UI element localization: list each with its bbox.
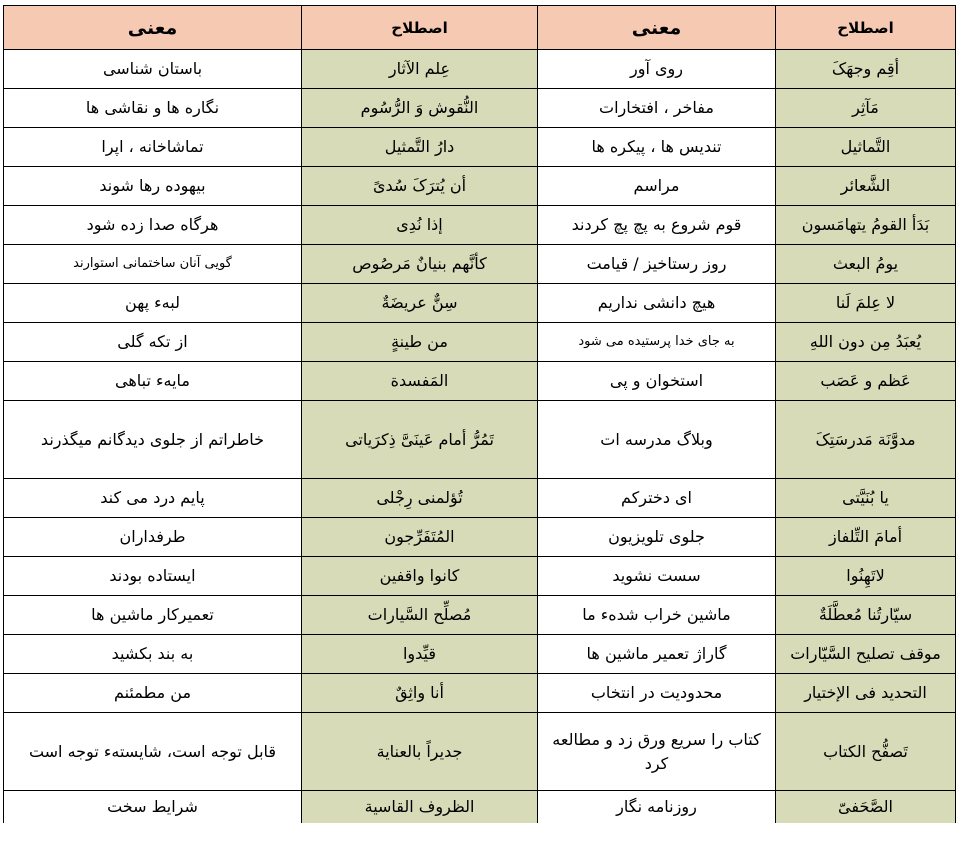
- term-right-cell: التَّماثیل: [776, 128, 956, 167]
- meaning-right-cell: ماشین خراب شدهء ما: [538, 596, 776, 635]
- term-right-cell: مدوَّنَة مَدرسَتِکَ: [776, 401, 956, 479]
- meaning-right-cell: جلوی تلویزیون: [538, 518, 776, 557]
- term-left-cell: النُّقوش وَ الرُّسُوم: [302, 89, 538, 128]
- term-left-cell: إذا نُدِی: [302, 206, 538, 245]
- term-right-cell: الشَّعائر: [776, 167, 956, 206]
- meaning-right-cell: هیچ دانشی نداریم: [538, 284, 776, 323]
- term-left-cell: قیِّدوا: [302, 635, 538, 674]
- meaning-right-cell: استخوان و پی: [538, 362, 776, 401]
- table-row: [4, 323, 956, 362]
- term-left-cell: کأنَّهم بنیانٌ مَرصُوص: [302, 245, 538, 284]
- table-row: [4, 713, 956, 791]
- term-left-cell: سِنٌّ عریضَةٌ: [302, 284, 538, 323]
- meaning-left-cell: نگاره ها و نقاشی ها: [4, 89, 302, 128]
- meaning-left-cell: تعمیرکار ماشین ها: [4, 596, 302, 635]
- term-right-cell: بَدَأ القومُ یتهامَسون: [776, 206, 956, 245]
- term-right-cell: التحدید فی الإختیار: [776, 674, 956, 713]
- term-left-cell: دارُ التَّمثیل: [302, 128, 538, 167]
- term-right-cell: یومُ البعث: [776, 245, 956, 284]
- term-right-cell: أمامَ التِّلفاز: [776, 518, 956, 557]
- meaning-left-cell: لبهء پهن: [4, 284, 302, 323]
- meaning-right-cell: روز رستاخیز / قیامت: [538, 245, 776, 284]
- table-row: [4, 245, 956, 284]
- term-left-cell: من طینةٍ: [302, 323, 538, 362]
- meaning-left-cell: ایستاده بودند: [4, 557, 302, 596]
- meaning-right-cell: تندیس ها ، پیکره ها: [538, 128, 776, 167]
- term-right-cell: لا عِلمَ لَنا: [776, 284, 956, 323]
- table-row: [4, 596, 956, 635]
- meaning-left-cell: طرفداران: [4, 518, 302, 557]
- term-left-cell: الظروف القاسیة: [302, 791, 538, 823]
- table-row: [4, 167, 956, 206]
- header-term-left: اصطلاح: [302, 6, 538, 50]
- term-right-cell: أقِم وجهَکَ: [776, 50, 956, 89]
- term-right-cell: سیّارتُنا مُعطَّلَةٌ: [776, 596, 956, 635]
- term-left-cell: جدیراً بالعنایة: [302, 713, 538, 791]
- header-meaning-left: معنی: [4, 6, 302, 50]
- term-right-cell: یا بُنَیَّتی: [776, 479, 956, 518]
- term-right-cell: تَصفُّح الکتاب: [776, 713, 956, 791]
- meaning-right-cell: کتاب را سریع ورق زد و مطالعه کرد: [538, 713, 776, 791]
- term-left-cell: المُتَفَرِّجون: [302, 518, 538, 557]
- term-left-cell: کانوا واقفین: [302, 557, 538, 596]
- glossary-table: [3, 5, 956, 823]
- term-left-cell: عِلم الآثار: [302, 50, 538, 89]
- table-row: [4, 128, 956, 167]
- meaning-right-cell: مراسم: [538, 167, 776, 206]
- meaning-right-cell: سست نشوید: [538, 557, 776, 596]
- term-left-cell: المَفسدة: [302, 362, 538, 401]
- meaning-left-cell: تماشاخانه ، اپرا: [4, 128, 302, 167]
- meaning-right-cell: وبلاگ مدرسه ات: [538, 401, 776, 479]
- meaning-left-cell: شرایط سخت: [4, 791, 302, 823]
- table-row: [4, 791, 956, 823]
- term-right-cell: موقف تصلیح السَّیّارات: [776, 635, 956, 674]
- table-row: [4, 557, 956, 596]
- meaning-left-cell: مایهء تباهی: [4, 362, 302, 401]
- term-right-cell: لاتَهِنُوا: [776, 557, 956, 596]
- table-row: [4, 518, 956, 557]
- meaning-right-cell: مفاخر ، افتخارات: [538, 89, 776, 128]
- meaning-left-cell: خاطراتم از جلوی دیدگانم میگذرند: [4, 401, 302, 479]
- term-left-cell: تُؤلمنی رِجْلی: [302, 479, 538, 518]
- header-term-right: اصطلاح: [776, 6, 956, 50]
- term-left-cell: أن یُترَکَ سُدیً: [302, 167, 538, 206]
- term-left-cell: مُصلِّح السَّیارات: [302, 596, 538, 635]
- table-row: [4, 206, 956, 245]
- meaning-right-cell: روی آور: [538, 50, 776, 89]
- header-row: [4, 6, 956, 50]
- meaning-left-cell: به بند بکشید: [4, 635, 302, 674]
- term-left-cell: تَمُرُّ أمام عَینَیَّ ذِکرَیاتی: [302, 401, 538, 479]
- table-row: [4, 674, 956, 713]
- meaning-right-cell: به جای خدا پرستیده می شود: [538, 323, 776, 362]
- table-row: [4, 401, 956, 479]
- table-row: [4, 479, 956, 518]
- meaning-left-cell: باستان شناسی: [4, 50, 302, 89]
- meaning-left-cell: گویی آنان ساختمانی استوارند: [4, 245, 302, 284]
- term-right-cell: مَآثِر: [776, 89, 956, 128]
- table-row: [4, 284, 956, 323]
- header-meaning-right: معنی: [538, 6, 776, 50]
- table-row: [4, 362, 956, 401]
- term-right-cell: یُعبَدُ مِن دون اللهِ: [776, 323, 956, 362]
- term-right-cell: عَظم و عَصَب: [776, 362, 956, 401]
- table-row: [4, 89, 956, 128]
- meaning-left-cell: پایم درد می کند: [4, 479, 302, 518]
- meaning-left-cell: از تکه گلی: [4, 323, 302, 362]
- meaning-right-cell: روزنامه نگار: [538, 791, 776, 823]
- table-row: [4, 635, 956, 674]
- meaning-left-cell: بیهوده رها شوند: [4, 167, 302, 206]
- term-left-cell: أنا واثِقٌ: [302, 674, 538, 713]
- term-right-cell: الصَّحَفیّ: [776, 791, 956, 823]
- table-row: [4, 50, 956, 89]
- meaning-right-cell: گاراژ تعمیر ماشین ها: [538, 635, 776, 674]
- meaning-left-cell: من مطمئنم: [4, 674, 302, 713]
- meaning-left-cell: هرگاه صدا زده شود: [4, 206, 302, 245]
- meaning-right-cell: ای دخترکم: [538, 479, 776, 518]
- meaning-left-cell: قابل توجه است، شایستهء توجه است: [4, 713, 302, 791]
- meaning-right-cell: محدودیت در انتخاب: [538, 674, 776, 713]
- meaning-right-cell: قوم شروع به پچ پچ کردند: [538, 206, 776, 245]
